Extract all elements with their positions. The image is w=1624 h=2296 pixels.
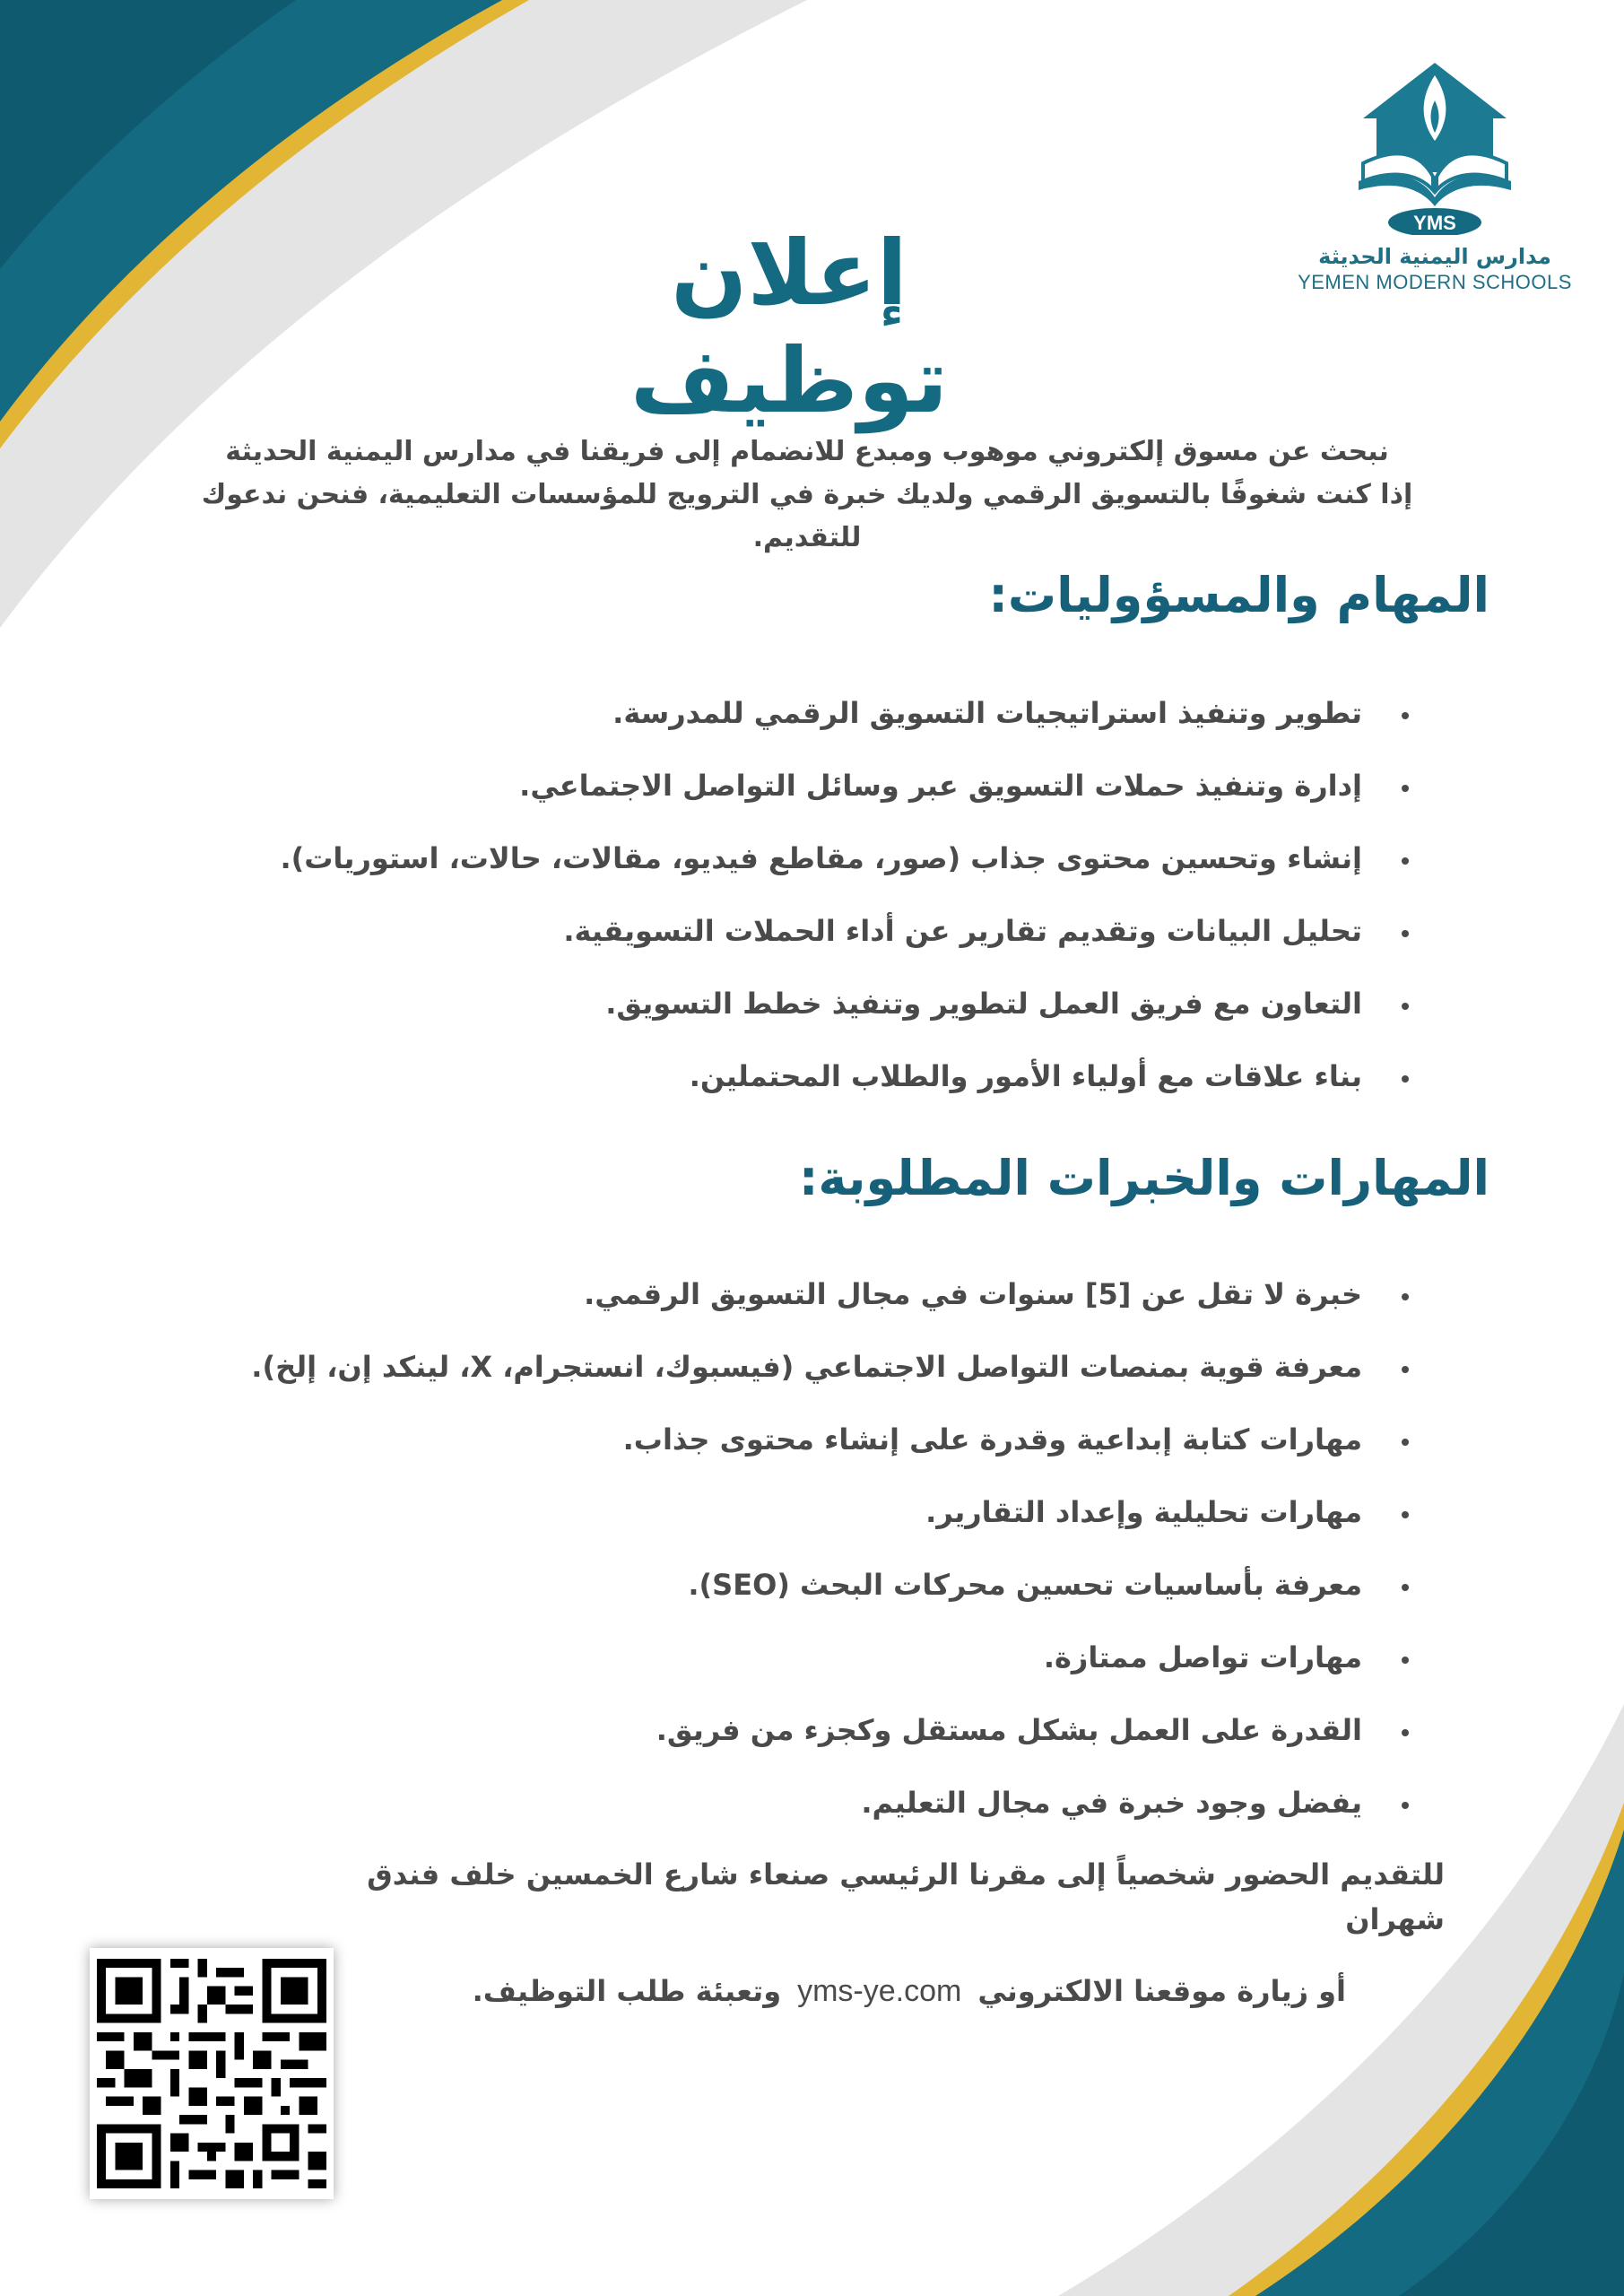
- skill-item: مهارات كتابة إبداعية وقدرة على إنشاء محتوى جذاب.: [243, 1417, 1409, 1490]
- skills-list: [243, 1272, 1409, 1853]
- skill-item: القدرة على العمل بشكل مستقل وكجزء من فريق.: [243, 1708, 1409, 1780]
- website-link[interactable]: yms-ye.com: [797, 1974, 962, 2008]
- task-item: إنشاء وتحسين محتوى جذاب (صور، مقاطع فيديو، مقالات، حالات، استوريات).: [243, 836, 1409, 909]
- apply-online-suffix: وتعبئة طلب التوظيف.: [472, 1974, 782, 2008]
- task-item: التعاون مع فريق العمل لتطوير وتنفيذ خطط التسويق.: [243, 981, 1409, 1054]
- intro-paragraph: [179, 430, 1435, 560]
- apply-online-text: [270, 1969, 1346, 2013]
- skill-item: مهارات تواصل ممتازة.: [243, 1635, 1409, 1708]
- skill-item: مهارات تحليلية وإعداد التقارير.: [243, 1490, 1409, 1562]
- page-title: إعلان توظيف: [630, 221, 949, 433]
- task-item: تحليل البيانات وتقديم تقارير عن أداء الحملات التسويقية.: [243, 909, 1409, 981]
- tasks-heading: المهام والمسؤوليات:: [988, 567, 1489, 623]
- skill-item: يفضل وجود خبرة في مجال التعليم.: [243, 1780, 1409, 1853]
- qr-code[interactable]: [90, 1948, 334, 2199]
- logo-english-name: YEMEN MODERN SCHOOLS: [1298, 271, 1572, 293]
- tasks-list: [243, 691, 1409, 1126]
- task-item: تطوير وتنفيذ استراتيجيات التسويق الرقمي للمدرسة.: [243, 691, 1409, 763]
- skill-item: خبرة لا تقل عن [5] سنوات في مجال التسويق الرقمي.: [243, 1272, 1409, 1344]
- school-logo: [1282, 56, 1587, 302]
- book-pen-logo-icon: [1336, 56, 1533, 235]
- task-item: بناء علاقات مع أولياء الأمور والطلاب المحتملين.: [243, 1054, 1409, 1126]
- apply-online-prefix: أو زيارة موقعنا الالكتروني: [977, 1974, 1346, 2008]
- apply-in-person-text: للتقديم الحضور شخصياً إلى مقرنا الرئيسي صنعاء شارع الخمسين خلف فندق شهران: [367, 1857, 1445, 1936]
- skill-item: معرفة بأساسيات تحسين محركات البحث (SEO).: [243, 1562, 1409, 1635]
- task-item: إدارة وتنفيذ حملات التسويق عبر وسائل التواصل الاجتماعي.: [243, 763, 1409, 836]
- intro-line-2: إذا كنت شغوفًا بالتسويق الرقمي ولديك خبرة في الترويج للمؤسسات التعليمية، فنحن ندعوك للتقديم.: [201, 479, 1413, 553]
- logo-arabic-name: مدارس اليمنية الحديثة: [1318, 244, 1551, 269]
- skills-heading: المهارات والخبرات المطلوبة:: [798, 1150, 1489, 1206]
- intro-line-1: نبحث عن مسوق إلكتروني موهوب ومبدع للانضمام إلى فريقنا في مدارس اليمنية الحديثة: [225, 436, 1389, 467]
- qr-code-icon: [97, 1959, 326, 2188]
- skill-item: معرفة قوية بمنصات التواصل الاجتماعي (فيسبوك، انستجرام، X، لينكد إن، إلخ).: [243, 1344, 1409, 1417]
- logo-badge-text: YMS: [1413, 212, 1456, 234]
